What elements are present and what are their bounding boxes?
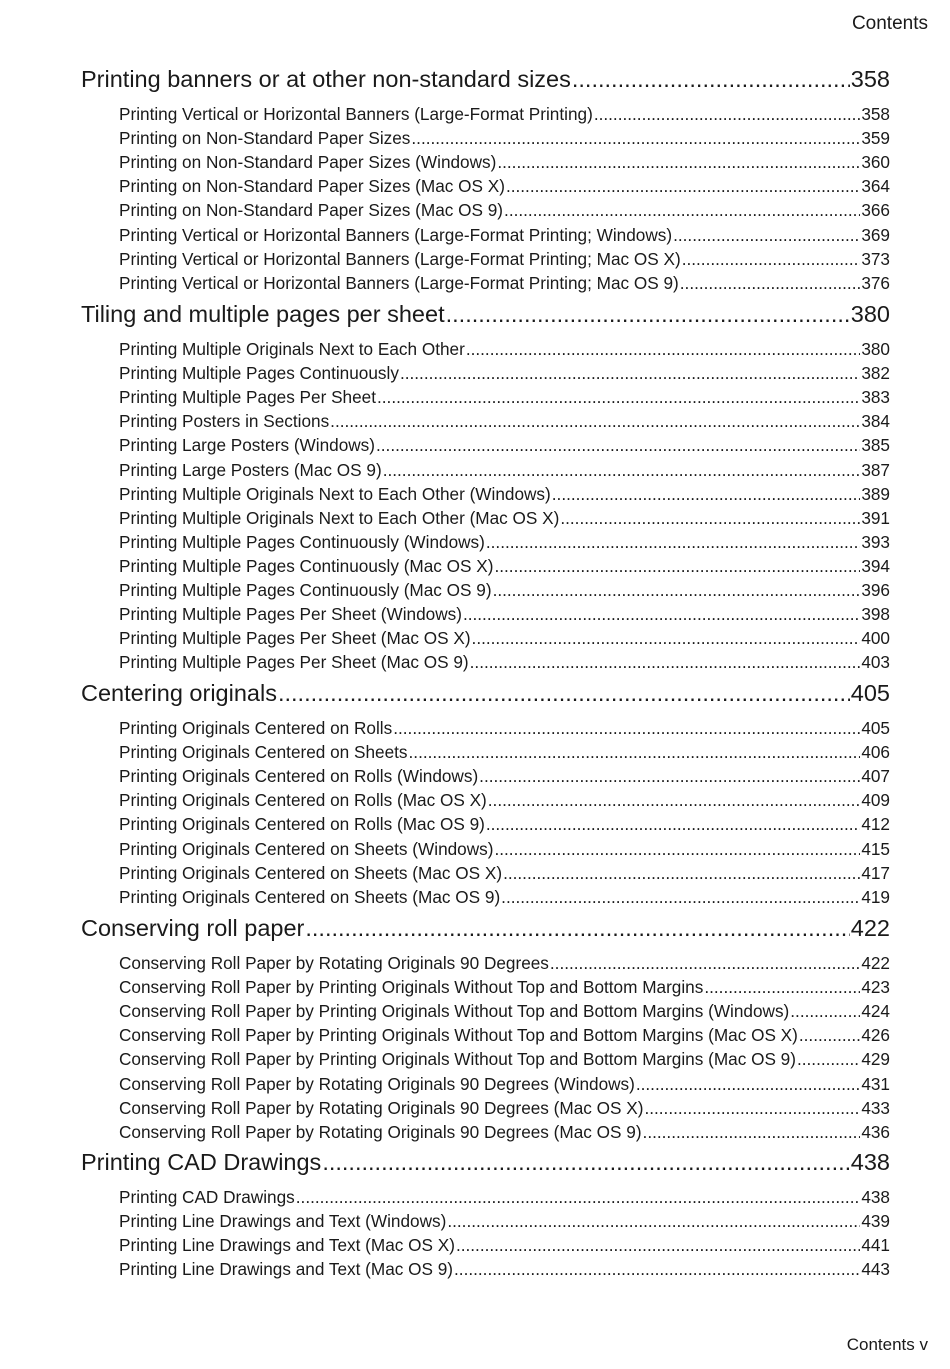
- dot-leader: [636, 1074, 860, 1095]
- toc-section-title: Conserving roll paper: [81, 915, 305, 941]
- toc-section-page: 358: [850, 66, 890, 92]
- toc-entry-page: 359: [861, 128, 890, 149]
- toc-section-heading[interactable]: [81, 680, 890, 710]
- dot-leader: [572, 66, 850, 93]
- toc-entry-page: 436: [861, 1121, 890, 1142]
- toc-entry-title: Printing Originals Centered on Sheets (Mac OS X): [119, 862, 503, 883]
- toc-entry-page: 412: [861, 814, 890, 835]
- toc-entry-page: 438: [861, 1187, 890, 1207]
- toc-entry[interactable]: [119, 1098, 890, 1120]
- dot-leader: [479, 766, 860, 787]
- toc-entry[interactable]: [119, 1259, 890, 1281]
- toc-entry[interactable]: [119, 652, 890, 674]
- dot-leader: [643, 1122, 861, 1143]
- toc-entry-page: 431: [861, 1073, 890, 1094]
- toc-entry-title: Printing on Non-Standard Paper Sizes (Mac OS 9): [119, 200, 504, 221]
- toc-section-page: 380: [850, 301, 890, 327]
- toc-entry-title: Printing Multiple Pages Per Sheet (Windows): [119, 604, 462, 625]
- toc-entry[interactable]: [119, 628, 890, 650]
- toc-section-page: 405: [850, 680, 890, 706]
- dot-leader: [488, 790, 861, 811]
- dot-leader: [504, 200, 860, 221]
- toc-entry[interactable]: [119, 387, 890, 409]
- toc-entry[interactable]: [119, 532, 890, 554]
- toc-section-title: Printing banners or at other non-standard sizes: [81, 66, 571, 92]
- dot-leader: [296, 1187, 861, 1208]
- page-folio: Contents v: [846, 1335, 928, 1354]
- toc-entry-page: 398: [861, 604, 890, 625]
- toc-entry-page: 385: [861, 435, 890, 456]
- toc-section-heading[interactable]: [81, 301, 890, 331]
- toc-entry[interactable]: [119, 128, 890, 150]
- dot-leader: [400, 363, 860, 384]
- toc-entry-title: Conserving Roll Paper by Rotating Originals 90 Degrees (Windows): [119, 1073, 635, 1094]
- toc-entry[interactable]: [119, 604, 890, 626]
- toc-entry-page: 409: [861, 790, 890, 811]
- toc-entry-page: 393: [861, 531, 890, 552]
- toc-section-page: 438: [850, 1149, 890, 1175]
- toc-entry[interactable]: [119, 1049, 890, 1071]
- toc-entry-title: Printing Vertical or Horizontal Banners (Large-Format Printing; Windows): [119, 224, 673, 245]
- toc-entry-title: Printing on Non-Standard Paper Sizes (Windows): [119, 152, 497, 173]
- toc-entry-page: 366: [861, 200, 890, 221]
- toc-entry-title: Printing Multiple Pages Per Sheet (Mac OS 9): [119, 652, 469, 673]
- toc-entry-title: Conserving Roll Paper by Rotating Originals 90 Degrees: [119, 953, 549, 973]
- toc-entry-title: Conserving Roll Paper by Printing Originals Without Top and Bottom Margins (Mac OS 9): [119, 1049, 796, 1070]
- dot-leader: [493, 580, 861, 601]
- toc-entry[interactable]: [119, 556, 890, 578]
- dot-leader: [494, 839, 860, 860]
- toc-entry-title: Conserving Roll Paper by Printing Originals Without Top and Bottom Margins (Windows): [119, 1001, 790, 1022]
- toc-entry-page: 415: [861, 838, 890, 859]
- dot-leader: [446, 301, 850, 328]
- toc-entry[interactable]: [119, 1122, 890, 1144]
- toc-entry[interactable]: [119, 863, 890, 885]
- toc-entry[interactable]: [119, 742, 890, 764]
- toc-entry[interactable]: [119, 1235, 890, 1257]
- dot-leader: [704, 977, 860, 998]
- toc-entry-title: Printing Multiple Originals Next to Each Other (Mac OS X): [119, 507, 560, 528]
- dot-leader: [594, 104, 861, 125]
- toc-entry-title: Printing Posters in Sections: [119, 411, 330, 432]
- toc-entry[interactable]: [119, 790, 890, 812]
- dot-leader: [497, 152, 860, 173]
- dot-leader: [486, 814, 860, 835]
- toc-entry-page: 429: [861, 1049, 890, 1070]
- toc-entry[interactable]: [119, 249, 890, 271]
- toc-entry-page: 441: [861, 1235, 890, 1256]
- toc-entry-title: Printing Multiple Pages Per Sheet: [119, 387, 376, 408]
- toc-entry-title: Printing Vertical or Horizontal Banners (Large-Format Printing; Mac OS X): [119, 248, 681, 269]
- toc-entry-page: 407: [861, 766, 890, 787]
- toc-entry-page: 417: [861, 862, 890, 883]
- dot-leader: [456, 1235, 860, 1256]
- toc-entry[interactable]: [119, 1074, 890, 1096]
- toc-entry-page: 394: [861, 555, 890, 576]
- toc-entry-title: Printing Line Drawings and Text (Windows): [119, 1211, 447, 1232]
- toc-section-heading[interactable]: [81, 66, 890, 96]
- dot-leader: [376, 435, 860, 456]
- dot-leader: [278, 680, 850, 707]
- toc-entry-title: Printing Multiple Pages Continuously (Windows): [119, 531, 485, 552]
- toc-entry-page: 358: [861, 104, 890, 124]
- toc-section-title: Printing CAD Drawings: [81, 1149, 322, 1175]
- toc-entry-title: Conserving Roll Paper by Rotating Originals 90 Degrees (Mac OS X): [119, 1097, 644, 1118]
- toc-entry[interactable]: [119, 839, 890, 861]
- dot-leader: [322, 1149, 849, 1176]
- toc-entry-title: Conserving Roll Paper by Rotating Originals 90 Degrees (Mac OS 9): [119, 1121, 642, 1142]
- dot-leader: [682, 249, 861, 270]
- toc-entry-page: 369: [861, 224, 890, 245]
- toc-entry[interactable]: [119, 1211, 890, 1233]
- toc-entry-page: 383: [861, 387, 890, 408]
- dot-leader: [503, 863, 860, 884]
- toc-entry-title: Printing Originals Centered on Sheets (Windows): [119, 838, 494, 859]
- dot-leader: [644, 1098, 860, 1119]
- toc-entry[interactable]: [119, 273, 890, 295]
- toc-entry-title: Printing Originals Centered on Rolls: [119, 718, 393, 738]
- toc-entry-title: Printing Originals Centered on Sheets (Mac OS 9): [119, 886, 501, 907]
- toc-entry-page: 405: [861, 718, 890, 738]
- dot-leader: [470, 652, 861, 673]
- toc-entry-page: 426: [861, 1025, 890, 1046]
- toc-entry-page: 396: [861, 580, 890, 600]
- toc-entry-page: 422: [861, 953, 890, 973]
- dot-leader: [330, 411, 860, 432]
- toc-entry[interactable]: [119, 887, 890, 909]
- toc-section-heading[interactable]: [81, 915, 890, 945]
- toc-entry-page: 376: [861, 272, 890, 293]
- toc-entry-page: 373: [861, 248, 890, 269]
- toc-entry[interactable]: [119, 814, 890, 836]
- toc-entry[interactable]: [119, 580, 890, 602]
- toc-entry-page: 387: [861, 459, 890, 480]
- toc-entry[interactable]: [119, 152, 890, 174]
- toc-entry[interactable]: [119, 766, 890, 788]
- toc-entry-title: Printing Line Drawings and Text (Mac OS X): [119, 1235, 455, 1256]
- dot-leader: [383, 460, 861, 481]
- dot-leader: [472, 628, 861, 649]
- toc-entry[interactable]: [119, 225, 890, 247]
- toc-entry-title: Printing Multiple Originals Next to Each Other: [119, 339, 465, 359]
- toc-entry-page: 400: [861, 628, 890, 649]
- dot-leader: [409, 742, 861, 763]
- dot-leader: [454, 1259, 860, 1280]
- toc-entry-title: Printing on Non-Standard Paper Sizes (Mac OS X): [119, 176, 505, 197]
- toc-entry[interactable]: [119, 411, 890, 433]
- toc-entry-page: 364: [861, 176, 890, 197]
- toc-entry-title: Printing Line Drawings and Text (Mac OS 9): [119, 1259, 454, 1280]
- toc-entry-title: Printing Multiple Pages Continuously: [119, 363, 399, 384]
- toc-entry-page: 424: [861, 1001, 890, 1022]
- dot-leader: [466, 339, 861, 360]
- toc-section-title: Tiling and multiple pages per sheet: [81, 301, 445, 327]
- toc-entry-page: 433: [861, 1097, 890, 1118]
- toc-entry[interactable]: [119, 339, 890, 361]
- toc-entry-title: Printing Originals Centered on Rolls (Windows): [119, 766, 479, 787]
- toc-entry[interactable]: [119, 977, 890, 999]
- dot-leader: [486, 532, 860, 553]
- toc-entry-page: 384: [861, 411, 890, 432]
- toc-entry[interactable]: [119, 1025, 890, 1047]
- toc-entry-title: Printing Originals Centered on Sheets: [119, 742, 408, 763]
- toc-entry-title: Printing Large Posters (Mac OS 9): [119, 459, 382, 480]
- dot-leader: [550, 953, 860, 974]
- toc-entry-page: 382: [861, 363, 890, 384]
- toc-entry[interactable]: [119, 718, 890, 740]
- toc-entry-title: Conserving Roll Paper by Printing Originals Without Top and Bottom Margins: [119, 977, 704, 998]
- toc-section-page: 422: [850, 915, 890, 941]
- dot-leader: [680, 273, 861, 294]
- toc-entry-title: Printing Originals Centered on Rolls (Mac OS 9): [119, 814, 485, 835]
- toc-entry-title: Printing Originals Centered on Rolls (Mac OS X): [119, 790, 487, 811]
- toc-entry-title: Conserving Roll Paper by Printing Originals Without Top and Bottom Margins (Mac OS X): [119, 1025, 798, 1046]
- toc-entry[interactable]: [119, 1001, 890, 1023]
- dot-leader: [790, 1001, 860, 1022]
- dot-leader: [447, 1211, 860, 1232]
- toc-entry[interactable]: [119, 1187, 890, 1209]
- toc-entry-title: Printing Multiple Pages Per Sheet (Mac OS X): [119, 628, 471, 649]
- toc-entry[interactable]: [119, 484, 890, 506]
- toc-entry-page: 360: [861, 152, 890, 173]
- toc-entry-page: 443: [861, 1259, 890, 1280]
- toc-entry-page: 406: [861, 742, 890, 763]
- toc-entry-page: 439: [861, 1211, 890, 1232]
- dot-leader: [305, 915, 849, 942]
- dot-leader: [506, 176, 860, 197]
- toc-entry[interactable]: [119, 508, 890, 530]
- toc-entry[interactable]: [119, 460, 890, 482]
- toc-entry[interactable]: [119, 363, 890, 385]
- dot-leader: [494, 556, 860, 577]
- toc-entry-page: 419: [861, 886, 890, 907]
- dot-leader: [560, 508, 860, 529]
- toc-section-title: Centering originals: [81, 680, 277, 706]
- toc-entry[interactable]: [119, 200, 890, 222]
- toc-section-heading[interactable]: [81, 1149, 890, 1179]
- dot-leader: [799, 1025, 860, 1046]
- toc-entry[interactable]: [119, 176, 890, 198]
- running-header: Contents: [851, 13, 928, 34]
- dot-leader: [393, 718, 860, 739]
- toc-entry-title: Printing on Non-Standard Paper Sizes: [119, 128, 411, 149]
- toc-entry-title: Printing CAD Drawings: [119, 1187, 295, 1207]
- toc-entry-title: Printing Multiple Originals Next to Each Other (Windows): [119, 483, 551, 504]
- toc-entry-page: 391: [861, 507, 890, 528]
- toc-entry-page: 389: [861, 483, 890, 504]
- toc-entry-title: Printing Vertical or Horizontal Banners (Large-Format Printing; Mac OS 9): [119, 272, 679, 293]
- toc-entry-title: Printing Vertical or Horizontal Banners (Large-Format Printing): [119, 104, 593, 124]
- dot-leader: [377, 387, 860, 408]
- dot-leader: [552, 484, 861, 505]
- toc-entry-page: 423: [861, 977, 890, 998]
- toc-entry-page: 380: [861, 339, 890, 359]
- dot-leader: [463, 604, 860, 625]
- toc-entry[interactable]: [119, 953, 890, 975]
- toc-entry[interactable]: [119, 435, 890, 457]
- toc-entry-page: 403: [861, 652, 890, 673]
- toc-entry-title: Printing Large Posters (Windows): [119, 435, 375, 456]
- dot-leader: [501, 887, 860, 908]
- dot-leader: [673, 225, 860, 246]
- toc-entry-title: Printing Multiple Pages Continuously (Mac OS 9): [119, 580, 492, 600]
- dot-leader: [797, 1049, 860, 1070]
- dot-leader: [411, 128, 860, 149]
- toc-entry-title: Printing Multiple Pages Continuously (Mac OS X): [119, 555, 494, 576]
- toc-entry[interactable]: [119, 104, 890, 126]
